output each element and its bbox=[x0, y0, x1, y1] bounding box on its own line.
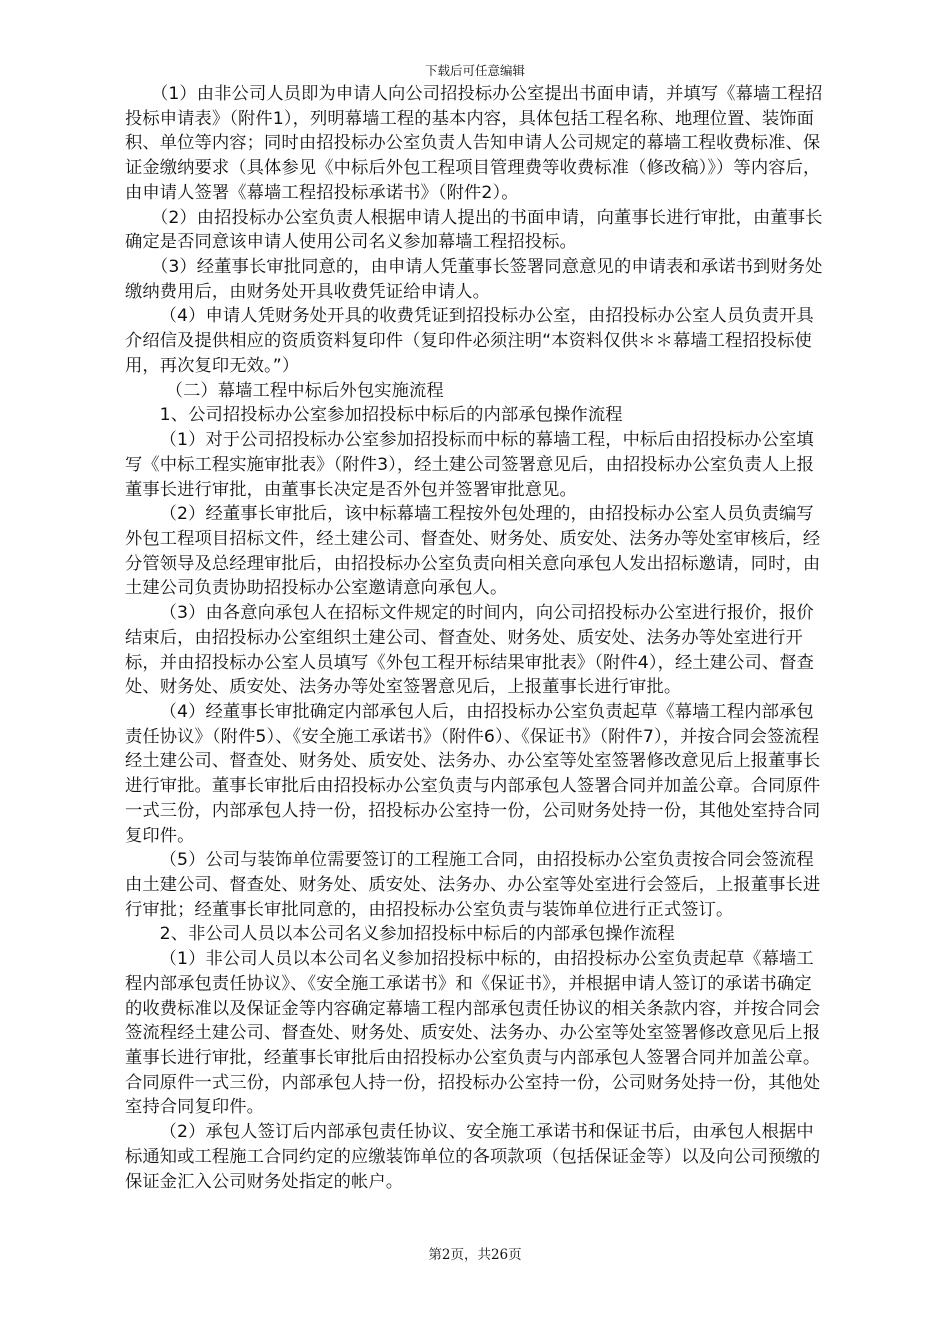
paragraph-2-2: （2）经董事长审批后，该中标幕墙工程按外包处理的，由招投标办公室人员负责编写外包工程项目招标文件，经土建公司、督查处、财务处、质安处、法务办等处室审核后，经分管领导及总经理审批后，由招投标办公室负责向相关意向承包人发出招标邀请，同时，由土建公司负责协助招投标办公室邀请意向承包人。 bbox=[125, 504, 821, 599]
page-header: 下载后可任意编辑 bbox=[424, 63, 525, 78]
paragraph-1-2: （2）由招投标办公室负责人根据申请人提出的书面申请，向董事长进行审批，由董事长确定是否同意该申请人使用公司名义参加幕墙工程招投标。 bbox=[125, 207, 823, 253]
paragraph-3-1: （1）非公司人员以本公司名义参加招投标中标的，由招投标办公室负责起草《幕墙工程内部承包责任协议》、《安全施工承诺书》和《保证书》，并根据申请人签订的承诺书确定的收费标准以及保证金等内容确定幕墙工程内部承包责任协议的相关条款内容，并按合同会签流程经土建公司、督查处、财务处、质安处、法务办、办公室等处室签署修改意见后上报董事长进行审批，经董事长审批后由招投标办公室负责与内部承包人签署合同并加盖公章。合同原件一式三份，内部承包人持一份，招投标办公室持一份，公司财务处持一份，其他处室持合同复印件。 bbox=[125, 949, 821, 1118]
subsection-heading-2: 2、非公司人员以本公司名义参加招投标中标后的内部承包操作流程 bbox=[159, 924, 675, 945]
paragraph-3-2: （2）承包人签订后内部承包责任协议、安全施工承诺书和保证书后，由承包人根据中标通知或工程施工合同约定的应缴装饰单位的各项款项（包括保证金等）以及向公司预缴的保证金汇入公司财务处指定的帐户。 bbox=[125, 1122, 821, 1192]
paragraph-2-1: （1）对于公司招投标办公室参加招投标而中标的幕墙工程，中标后由招投标办公室填写《中标工程实施审批表》（附件3），经土建公司签署意见后，由招投标办公室负责人上报董事长进行审批，由董事长决定是否外包并签署审批意见。 bbox=[125, 430, 815, 500]
paragraph-1-3: （3）经董事长审批同意的，由申请人凭董事长签署同意意见的申请表和承诺书到财务处缴纳费用后，由财务处开具收费凭证给申请人。 bbox=[125, 257, 823, 302]
paragraph-1-4: （4）申请人凭财务处开具的收费凭证到招投标办公室，由招投标办公室人员负责开具介绍信及提供相应的资质资料复印件（复印件必须注明“本资料仅供＊＊幕墙工程招投标使用，再次复印无效。”） bbox=[125, 306, 814, 376]
subsection-heading-1: 1、公司招投标办公室参加招投标中标后的内部承包操作流程 bbox=[159, 405, 623, 426]
document-body bbox=[125, 82, 825, 1194]
page-footer: 第2页，共26页 bbox=[428, 1247, 522, 1263]
section-heading-2: （二）幕墙工程中标后外包实施流程 bbox=[165, 380, 444, 401]
paragraph-2-4: （4）经董事长审批确定内部承包人后，由招投标办公室负责起草《幕墙工程内部承包责任协议》（附件5）、《安全施工承诺书》（附件6）、《保证书》（附件7），并按合同会签流程经土建公司、督查处、财务处、质安处、法务办、办公室等处室签署修改意见后上报董事长进行审批。董事长审批后由招投标办公室负责与内部承包人签署合同并加盖公章。合同原件一式三份，内部承包人持一份，招投标办公室持一份，公司财务处持一份，其他处室持合同复印件。 bbox=[125, 701, 821, 846]
paragraph-2-3: （3）由各意向承包人在招标文件规定的时间内，向公司招投标办公室进行报价，报价结束后，由招投标办公室组织土建公司、督查处、财务处、质安处、法务办等处室进行开标，并由招投标办公室人员填写《外包工程开标结果审批表》（附件4），经土建公司、督查处、财务处、质安处、法务办等处室签署意见后，上报董事长进行审批。 bbox=[125, 603, 815, 698]
paragraph-1-1: （1）由非公司人员即为申请人向公司招投标办公室提出书面申请，并填写《幕墙工程招投标申请表》（附件1），列明幕墙工程的基本内容，具体包括工程名称、地理位置、装饰面积、单位等内容；同时由招投标办公室负责人告知申请人公司规定的幕墙工程收费标准、保证金缴纳要求（具体参见《中标后外包工程项目管理费等收费标准（修改稿）》）等内容后，由申请人签署《幕墙工程招投标承诺书》（附件2）。 bbox=[125, 84, 823, 203]
paragraph-2-5: （5）公司与装饰单位需要签订的工程施工合同，由招投标办公室负责按合同会签流程由土建公司、督查处、财务处、质安处、法务办、办公室等处室进行会签后，上报董事长进行审批；经董事长审批同意的，由招投标办公室负责与装饰单位进行正式签订。 bbox=[125, 850, 821, 920]
